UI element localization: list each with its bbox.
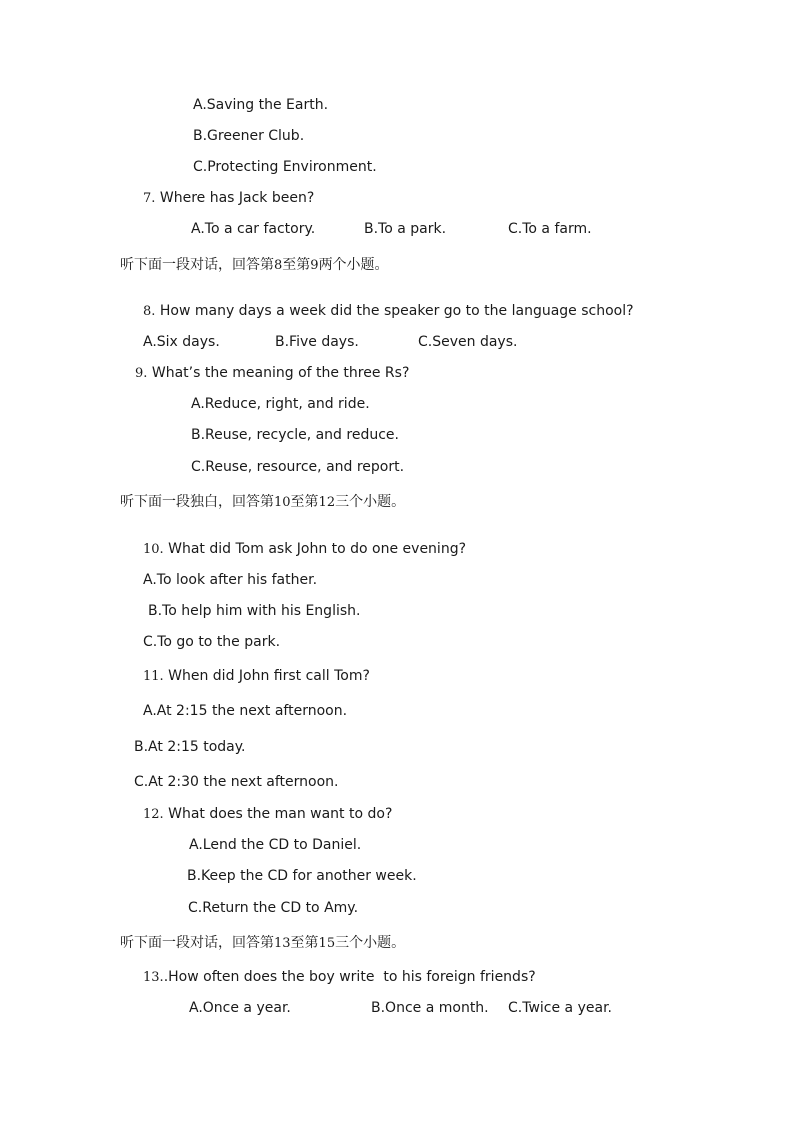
question-text: When did John first call Tom? bbox=[168, 668, 370, 684]
q8-option-a: A.Six days. bbox=[143, 334, 220, 350]
question-number: 10. bbox=[143, 542, 164, 557]
q6-option-b: B.Greener Club. bbox=[193, 128, 305, 144]
q6-option-c: C.Protecting Environment. bbox=[193, 159, 377, 175]
q11-option-c: C.At 2:30 the next afternoon. bbox=[134, 774, 339, 790]
question-10 bbox=[143, 540, 466, 559]
q13-option-b: B.Once a month. bbox=[371, 1000, 489, 1016]
q10-option-b: B.To help him with his English. bbox=[148, 603, 361, 619]
question-13 bbox=[143, 968, 536, 987]
question-text: How many days a week did the speaker go to the language school? bbox=[159, 303, 634, 319]
section-instruction-10-12: 听下面一段独白，回答第10至第12三个小题。 bbox=[120, 494, 406, 510]
question-11 bbox=[143, 667, 370, 686]
q11-option-a: A.At 2:15 the next afternoon. bbox=[143, 703, 348, 719]
question-number: 13. bbox=[143, 970, 164, 985]
q6-option-a: A.Saving the Earth. bbox=[193, 97, 329, 113]
q10-option-c: C.To go to the park. bbox=[143, 634, 281, 650]
q9-option-c: C.Reuse, resource, and report. bbox=[191, 459, 405, 475]
question-text: What does the man want to do? bbox=[168, 806, 393, 822]
q7-option-a: A.To a car factory. bbox=[191, 221, 316, 237]
q7-option-b: B.To a park. bbox=[364, 221, 447, 237]
q13-option-a: A.Once a year. bbox=[189, 1000, 291, 1016]
q9-option-a: A.Reduce, right, and ride. bbox=[191, 396, 370, 412]
question-number: 12. bbox=[143, 807, 164, 822]
q8-option-c: C.Seven days. bbox=[418, 334, 518, 350]
question-number: 9. bbox=[135, 366, 148, 381]
question-number: 11. bbox=[143, 669, 164, 684]
q12-option-b: B.Keep the CD for another week. bbox=[187, 868, 417, 884]
q13-option-c: C.Twice a year. bbox=[508, 1000, 612, 1016]
question-text: .How often does the boy write to his foreign friends? bbox=[163, 969, 536, 985]
section-instruction-8-9: 听下面一段对话，回答第8至第9两个小题。 bbox=[120, 257, 389, 273]
q12-option-a: A.Lend the CD to Daniel. bbox=[189, 837, 362, 853]
question-7 bbox=[143, 189, 314, 208]
question-text: Where has Jack been? bbox=[159, 190, 315, 206]
question-number: 8. bbox=[143, 304, 156, 319]
question-text: What did Tom ask John to do one evening? bbox=[168, 541, 467, 557]
q7-option-c: C.To a farm. bbox=[508, 221, 592, 237]
question-number: 7. bbox=[143, 191, 156, 206]
section-instruction-13-15: 听下面一段对话，回答第13至第15三个小题。 bbox=[120, 935, 406, 951]
q12-option-c: C.Return the CD to Amy. bbox=[188, 900, 359, 916]
question-8 bbox=[143, 302, 634, 321]
question-12 bbox=[143, 805, 392, 824]
question-text: What’s the meaning of the three Rs? bbox=[151, 365, 410, 381]
q11-option-b: B.At 2:15 today. bbox=[134, 739, 246, 755]
question-9 bbox=[135, 364, 409, 383]
q10-option-a: A.To look after his father. bbox=[143, 572, 318, 588]
q8-option-b: B.Five days. bbox=[275, 334, 359, 350]
q9-option-b: B.Reuse, recycle, and reduce. bbox=[191, 427, 399, 443]
